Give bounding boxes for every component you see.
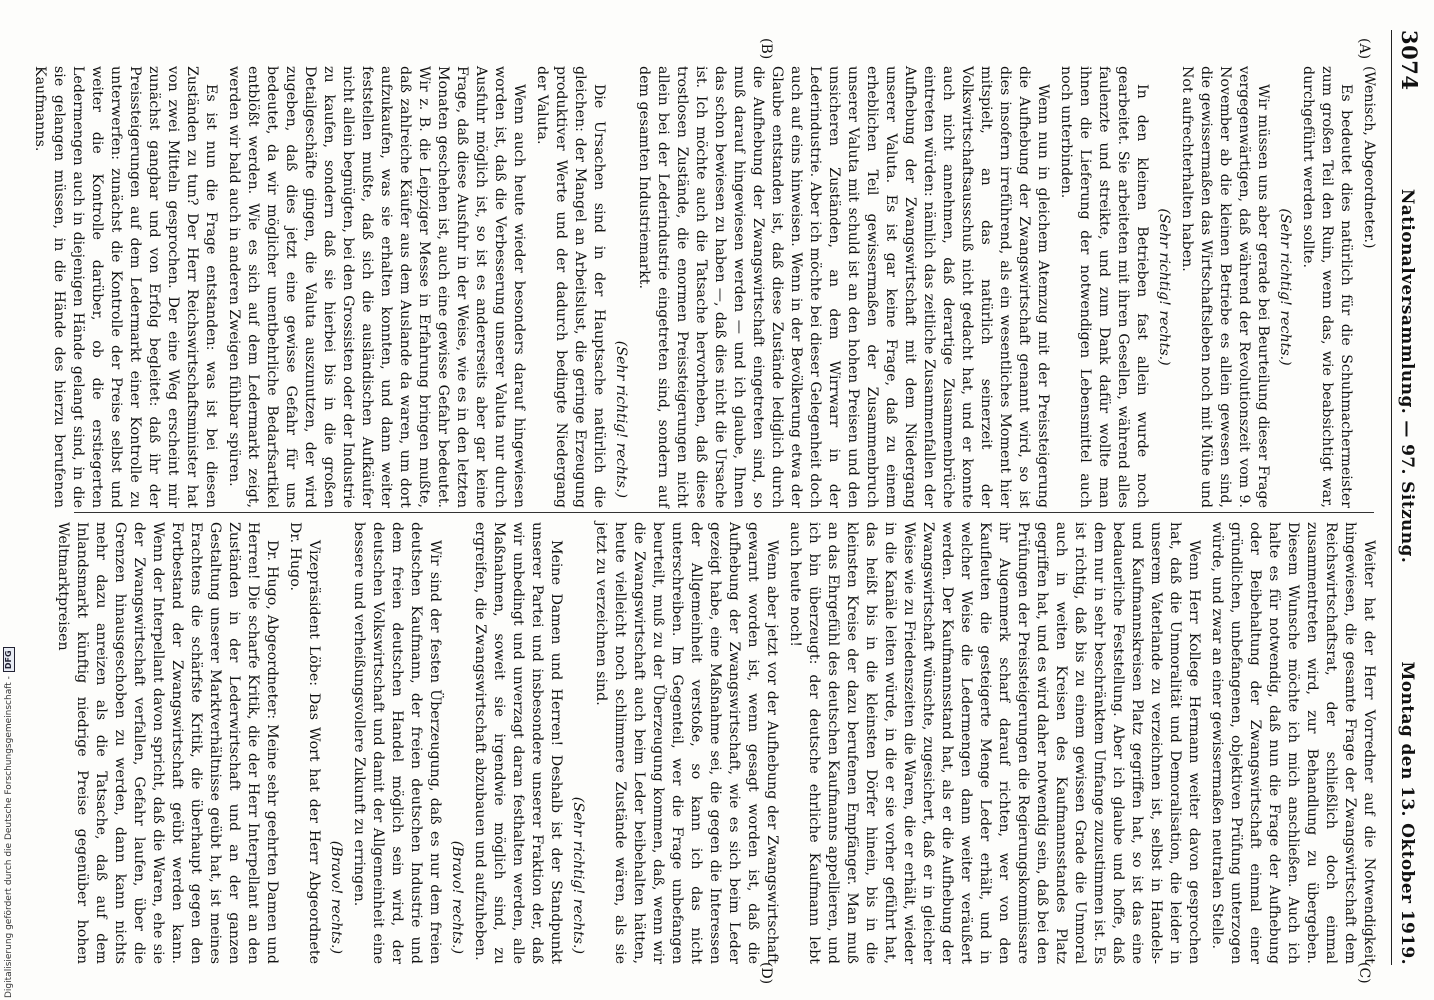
interjection: (Sehr richtig! rechts.)	[1277, 208, 1293, 366]
margin-mark-b: (B)	[758, 38, 774, 60]
session-title: Nationalversammlung. — 97. Sitzung.	[1397, 188, 1417, 564]
president-statement: Vizepräsident Löbe: Das Wort hat der Herr Abgeordnete Dr. Hugo.	[287, 522, 322, 964]
running-header	[1391, 30, 1422, 965]
paragraph: Wir sind der festen Überzeugung, daß es nur dem freien deutschen Kaufmann, der freien deutschen Industrie und dem freien deutschen Handel möglich sein wird, der deutschen Volkswirtschaft und damit der Allgemeinheit eine bessere und verheißungsvollere Zukunft zu erringen.	[351, 522, 443, 964]
interjection: (Sehr richtig! rechts.)	[613, 340, 629, 498]
paragraph: Wenn Herr Kollege Hermann weiter davon gesprochen hat, daß die Unmoralität und Demoralisation, die leider in unserem Vaterlande zu verzeichnen ist, selbst in Handels- und Kaufmannskreisen Platz gegriffen hat, so ist das eine bedauerliche Feststellung. Aber ich glaube und hoffe, daß dem nur in sehr beschränktem Umfange zuzustimmen ist. Es ist richtig, daß bis zu einem gewissen Grade die Unmoral auch in weiten Kreisen des Kaufmannsstandes Platz gegriffen hat, und es wird daher notwendig sein, daß bei den Prüfungen der Preissteigerungen die Regierungskommissare ihr Augenmerk scharf darauf richten, wer von den Kaufleuten die gesteigerte Menge Leder erhält, und in welcher Weise die Ledermengen dann weiter veräußert werden. Der Kaufmannsstand hat, als er die Aufhebung der Zwangswirtschaft wünschte, zugesichert, daß er in gleicher Weise wie zu Friedenszeiten die Waren, die er erhält, wieder in die Kanäle leiten würde, in die er sie vorher geführt hat, das heißt bis in die kleinsten Dörfer hinein, bis in die kleinsten Kreise der dazu berufenen Empfänger. Man muß an das Ehrgefühl des deutschen Kaufmanns appellieren, und ich bin überzeugt: der deutsche ehrliche Kaufmann lebt auch heute noch!	[787, 522, 1202, 964]
column-divider	[74, 512, 1374, 513]
paragraph: Wir müssen uns aber gerade bei Beurteilung dieser Frage vergegenwärtigen, daß während der Revolutionszeit vom 9. November ab die kleinen Betriebe es allein gewesen sind, die gewissermaßen das Wirtschaftsleben noch mit Mühe und Not aufrechterhalten haben.	[1179, 66, 1271, 508]
speaker-reference: (Wenisch, Abgeordneter.)	[1361, 66, 1377, 249]
margin-mark-c: (C)	[1356, 962, 1372, 984]
interjection: (Bravo! rechts.)	[328, 840, 344, 954]
digitization-attribution	[2, 0, 16, 998]
left-column	[32, 66, 1378, 508]
paragraph: Es bedeutet dies natürlich für die Schuhmachermeister zum großen Teil den Ruin, wenn das, wie beabsichtigt war, durchgeführt werden sollte.	[1300, 66, 1354, 508]
dfg-logo: DFG	[3, 647, 15, 672]
interjection: (Sehr richtig! rechts.)	[1156, 208, 1172, 366]
margin-mark-d: (D)	[758, 962, 774, 985]
page-number: 3074	[1397, 30, 1422, 91]
margin-mark-a: (A)	[1356, 38, 1372, 60]
paragraph: In den kleinen Betrieben fast allein wurde noch gearbeitet. Sie arbeiteten mit ihren Gesellen, während alles faulenzte und streikte, und zum Dank dafür wollte man ihnen die Lieferung der notwendigen Lebensmittel auch noch unterbinden.	[1058, 66, 1150, 508]
paragraph: Weiter hat der Herr Vorredner auf die Notwendigkeit hingewiesen, die gesamte Frage der Zwangswirtschaft dem Reichswirtschaftsrat, der schließlich doch einmal zusammentreten wird, zur Behandlung zu übergeben. Diesem Wunsche möchte ich mich anschließen. Auch ich halte es für notwendig, daß nun die Frage der Aufhebung oder Beibehaltung der Zwangswirtschaft einmal einer gründlichen, unbefangenen, objektiven Prüfung unterzogen würde, und zwar an einer gewissermaßen neutralen Stelle.	[1209, 522, 1377, 964]
interjection: (Bravo! rechts.)	[449, 840, 465, 954]
session-date: Montag den 13. Oktober 1919.	[1397, 661, 1417, 965]
paragraph: Wenn aber jetzt vor der Aufhebung der Zwangswirtschaft gewarnt worden ist, wenn gesagt worden ist, daß die Aufhebung der Zwangswirtschaft, wie es sich beim Leder gezeigt habe, eine Maßnahme sei, die gegen die Interessen der Allgemeinheit verstoße, so kann ich das nicht unterschreiben. Im Gegenteil, wer die Frage unbefangen beurteilt, muß zu der Überzeugung kommen, daß, wenn wir die Zwangswirtschaft auch beim Leder beibehalten hätten, heute vielleicht noch schlimmere Zustände wären, als sie jetzt zu verzeichnen sind.	[593, 522, 780, 964]
right-column	[55, 522, 1378, 964]
paragraph: Wenn nun in gleichem Atemzug mit der Preissteigerung die Aufhebung der Zwangswirtschaft genannt wird, so ist dies insofern irreführend, als ein wesentliches Moment hier mitspielt, an das natürlich seinerzeit der Volkswirtschaftsausschuß nicht gedacht hat, und er konnte auch nicht annehmen, daß derartige Zusammenbrüche eintreten würden: nämlich das zeitliche Zusammenfallen der Aufhebung der Zwangswirtschaft mit dem Niedergang unserer Valuta. Es ist gar keine Frage, daß zu einem erheblichen Teil gewissermaßen der Zusammenbruch unserer Valuta mit schuld ist an den hohen Preisen und den unsicheren Zuständen, an dem Wirrwarr in der Lederindustrie. Aber ich möchte bei dieser Gelegenheit doch auch auf eins hinweisen. Wenn in der Bevölkerung etwa der Glaube entstanden ist, daß diese Zustände lediglich durch die Aufhebung der Zwangswirtschaft eingetreten sind, so muß darauf hingewiesen werden — und ich glaube, Ihnen das schon bewiesen zu haben —, daß dies nicht die Ursache ist. Ich möchte auch die Tatsache hervorheben, daß diese trostlosen Zustände, die enormen Preissteigerungen nicht allein bei der Lederindustrie eingetreten sind, sondern auf dem gesamten Industriemarkt.	[636, 66, 1051, 508]
paragraph: Meine Damen und Herren! Deshalb ist der Standpunkt unserer Partei und insbesondere unserer Fraktion der, daß wir unbedingt und unverzagt daran festhalten werden, alle Maßnahmen, soweit sie irgendwie möglich sind, zu ergreifen, die Zwangswirtschaft abzubauen und aufzuheben.	[472, 522, 564, 964]
interjection: (Sehr richtig! rechts.)	[570, 796, 586, 954]
attribution-text: Digitalisierung gefördert durch die Deutsche Forschungsgemeinschaft -	[4, 676, 14, 998]
paragraph: Es ist nun die Frage entstanden: was ist bei diesen Zuständen zu tun? Der Herr Reichswirtschaftsminister hat von zwei Mitteln gesprochen. Der eine Weg erscheint mir zunächst gangbar und von Erfolg begleitet: daß ihr der Preissteigerungen auf dem Ledermarkt einer Kontrolle zu unterwerfen: zunächst die Kontrolle der Preise selbst und weiter die Kontrolle darüber, ob die erstiegerten Ledermengen auch in diejenigen Hände gelangt sind, in die sie gelangen müssen, in die Hände des hierzu berufenen Kaufmanns.	[32, 66, 219, 508]
paragraph: Die Ursachen sind in der Hauptsache natürlich die gleichen: der Mangel an Arbeitslust, die geringe Erzeugung produktiver Werte und der dadurch bedingte Niedergang der Valuta.	[534, 66, 607, 508]
paragraph: Dr. Hugo, Abgeordneter: Meine sehr geehrten Damen und Herren! Die scharfe Kritik, die der Herr Interpellant an den Zuständen in der Lederwirtschaft und an der ganzen Gestaltung unserer Marktverhältnisse geübt hat, ist meines Erachtens die schärfste Kritik, die überhaupt gegen den Fortbestand der Zwangswirtschaft geübt werden kann. Wenn der Interpellant davon spricht, daß die Waren, ehe sie der Zwangswirtschaft verfallen, Gefahr laufen, über die Grenzen hinausgeschoben zu werden, dann kann nichts mehr dazu anreizen als die Tatsache, daß auf dem Inlandsmarkt künftig niedrige Preise gegenüber hohen Weltmarktpreisen	[55, 522, 280, 964]
paragraph: Wenn auch heute wieder besonders darauf hingewiesen worden ist, daß die Verbesserung unserer Valuta nur durch Ausfuhr möglich ist, so ist es andererseits aber gar keine Frage, daß diese Ausfuhr in der Weise, wie es in den letzten Monaten geschehen ist, auch eine gewisse Gefahr bedeutet. Wir z. B. die Leipziger Messe in Erfahrung bringen mußte, daß zahlreiche Käufer aus dem Auslande da waren, um dort aufzukaufen, was sie erhalten konnten, und dann weiter feststellen mußte, daß sich die ausländischen Aufkäufer nicht allein begnügten, bei den Grossisten oder der Industrie zu kaufen, sondern daß sie hierbei bis in die großen Detailgeschäfte gingen, die Valuta auszunutzen, der wird zugeben, daß dies jetzt eine gewisse Gefahr für uns bedeutet, da wir möglicher unentbehrliche Bedarfsartikel entblößt werden. Wie es sich auf dem Ledermarkt zeigt, werden wir bald auch in anderen Zweigen fühlbar spüren.	[226, 66, 527, 508]
